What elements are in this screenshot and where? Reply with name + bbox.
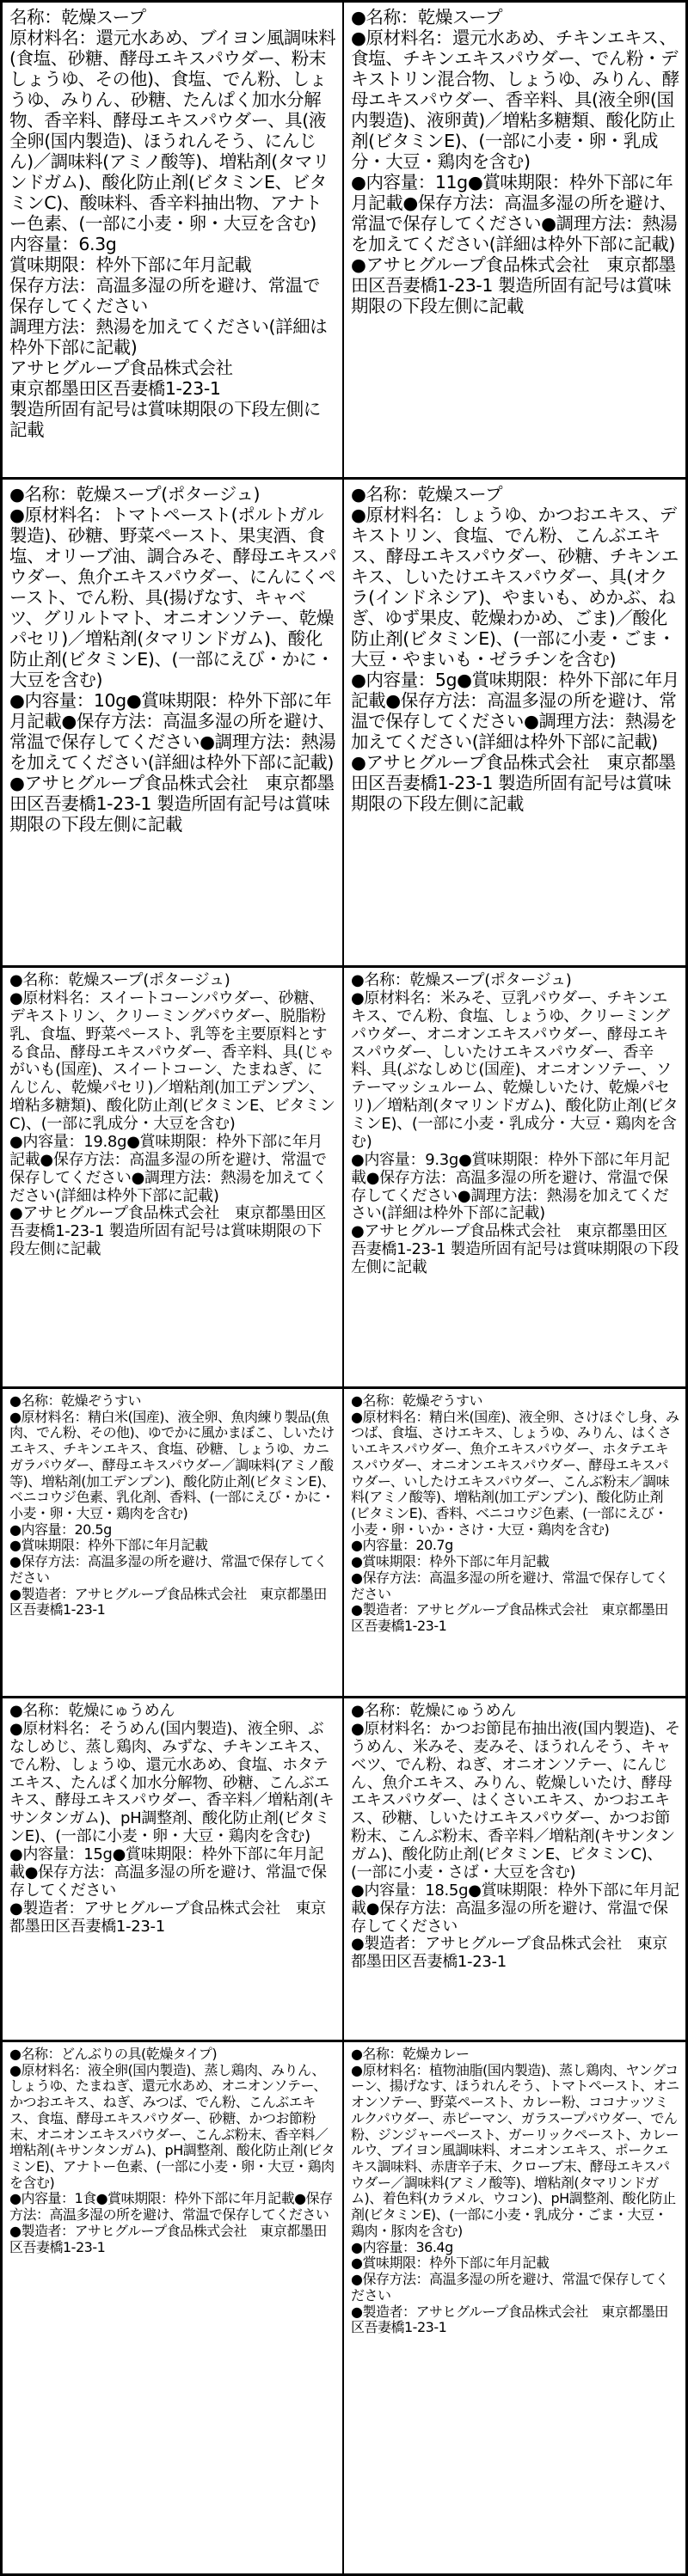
net-content: ● 内容量：1食	[9, 2190, 96, 2206]
net-content: ● 内容量：5g	[351, 670, 457, 690]
best-before: ● 賞味期限：枠外下部に年月記載	[96, 2190, 294, 2206]
manufacturer: ● アサヒグループ食品株式会社 東京都墨田区吾妻橋1-23-1 製造所固有記号は賞味期限の下段左側に記載	[9, 773, 337, 835]
label-panel-1	[3, 3, 344, 480]
best-before: ● 賞味期限：枠外下部に年月記載	[9, 690, 331, 731]
best-before: ● 賞味期限：枠外下部に年月記載	[351, 2255, 680, 2272]
preparation: ● 調理方法：熱湯を加えてください(詳細は枠外下部に記載)	[351, 213, 677, 254]
manufacturer: ● 製造者：アサヒグループ食品株式会社 東京都墨田区吾妻橋1-23-1	[351, 1936, 680, 1972]
best-before: ● 賞味期限：枠外下部に年月記載	[351, 1882, 679, 1918]
product-name: ● 名称：乾燥ぞうすい	[9, 1393, 337, 1410]
company: アサヒグループ食品株式会社	[9, 357, 233, 378]
net-content: ● 内容量：36.4g	[351, 2240, 680, 2256]
storage: ● 保存方法：高温多湿の所を避け、常温で保存してください	[351, 1900, 668, 1936]
ingredients: ● 原材料名：トマトペースト(ポルトガル製造)、砂糖、野菜ペースト、果実酒、食塩、オリーブ油、調合みそ、酵母エキスパウダー、魚介エキスパウダー、にんにくペースト、でん粉、具(揚げなす、キャベツ、グリルトマト、オニオンソテー、乾燥パセリ)／増粘剤(タマリンドガム)、酸化防止剤(ビタミンE)、(一部にえび・かに・大豆を含む)	[9, 505, 337, 690]
net-content: ● 内容量：9.3g	[351, 1151, 458, 1169]
label-panel-9	[3, 1698, 344, 2042]
label-panel-3	[3, 480, 344, 968]
best-before: 賞味期限：枠外下部に年月記載	[9, 254, 252, 275]
label-panel-6	[344, 968, 685, 1389]
label-panel-12	[344, 2042, 685, 2575]
factory-code-note: 製造所固有記号は賞味期限の下段左側に記載	[9, 398, 321, 440]
ingredients: ● 原材料名：そうめん(国内製造)、液全卵、ぶなしめじ、蒸し鶏肉、みずな、チキンエキス、でん粉、しょうゆ、還元水あめ、食塩、ホタテエキス、たんぱく加水分解物、砂糖、こんぶエキス、酵母エキスパウダー、香辛料／増粘剤(キサンタンガム)、pH調整剤、酸化防止剤(ビタミンE)、(一部に小麦・卵・大豆・鶏肉を含む)	[9, 1721, 337, 1846]
product-name: ● 名称：どんぶりの具(乾燥タイプ)	[9, 2047, 337, 2063]
address: 東京都墨田区吾妻橋1-23-1	[9, 377, 221, 399]
ingredients: ● 原材料名：スイートコーンパウダー、砂糖、デキストリン、クリーミングパウダー、脱脂粉乳、食塩、野菜ペースト、乳等を主要原料とする食品、酵母エキスパウダー、香辛料、具(じゃがいも(国産)、スイートコーン、たまねぎ、にんじん、乾燥パセリ)／増粘剤(加工デンプン、増粘多糖類)、酸化防止剤(ビタミンE、ビタミンC)、(一部に乳成分・大豆を含む)	[9, 990, 337, 1134]
net-content: ● 内容量：20.5g	[9, 1522, 337, 1539]
storage: ● 保存方法：高温多湿の所を避け、常温で保存してください	[9, 1863, 327, 1900]
ingredients: ● 原材料名：液全卵(国内製造)、蒸し鶏肉、みりん、しょうゆ、たまねぎ、還元水あめ、オニオンソテー、かつおエキス、ねぎ、みつば、でん粉、こんぶエキス、食塩、酵母エキスパウダー、砂糖、かつお節粉末、オニオンエキスパウダー、こんぶ粉末、香辛料／増粘剤(キサンタンガム)、pH調整剤、酸化防止剤(ビタミンE)、アナトー色素、(一部に小麦・卵・大豆・鶏肉を含む)	[9, 2063, 337, 2192]
net-content: ● 内容量：11g	[351, 172, 468, 193]
net-content: ● 内容量：19.8g	[9, 1133, 126, 1151]
product-name: ● 名称：乾燥ぞうすい	[351, 1393, 680, 1410]
storage: 保存方法：高温多湿の所を避け、常温で保存してください	[9, 274, 320, 316]
manufacturer: ● 製造者：アサヒグループ食品株式会社 東京都墨田区吾妻橋1-23-1	[351, 1602, 680, 1634]
best-before: ● 賞味期限：枠外下部に年月記載	[351, 670, 679, 711]
preparation: 調理方法：熱湯を加えてください(詳細は枠外下部に記載)	[9, 315, 328, 358]
manufacturer: ● アサヒグループ食品株式会社 東京都墨田区吾妻橋1-23-1 製造所固有記号は賞味期限の下段左側に記載	[351, 254, 680, 316]
storage: ● 保存方法：高温多湿の所を避け、常温で保存してください	[351, 2272, 680, 2304]
best-before: ● 賞味期限：枠外下部に年月記載	[9, 1845, 323, 1882]
manufacturer: ● アサヒグループ食品株式会社 東京都墨田区吾妻橋1-23-1 製造所固有記号は賞味期限の下段左側に記載	[351, 1223, 680, 1277]
label-panel-8	[344, 1389, 685, 1698]
product-name: ● 名称：乾燥にゅうめん	[351, 1703, 680, 1721]
manufacturer: ● 製造者：アサヒグループ食品株式会社 東京都墨田区吾妻橋1-23-1	[9, 1587, 337, 1618]
label-panel-2	[344, 3, 685, 480]
label-panel-11	[3, 2042, 344, 2575]
storage: ● 保存方法：高温多湿の所を避け、常温で保存してください	[9, 1554, 337, 1586]
storage: ● 保存方法：高温多湿の所を避け、常温で保存してください	[351, 1570, 680, 1602]
label-panel-5	[3, 968, 344, 1389]
product-name: ● 名称：乾燥スープ(ポタージュ)	[351, 972, 680, 990]
net-content: 内容量：6.3g	[9, 233, 117, 254]
ingredients: ● 原材料名：かつお節昆布抽出液(国内製造)、そうめん、米みそ、麦みそ、ほうれんそう、キャベツ、でん粉、ねぎ、オニオンソテー、にんじん、魚介エキス、みりん、乾燥しいたけ、酵母エキスパウダー、はくさいエキス、かつおエキス、砂糖、しいたけエキスパウダー、かつお節粉末、こんぶ粉末、香辛料／増粘剤(キサンタンガム)、酸化防止剤(ビタミンE、ビタミンC)、(一部に小麦・さば・大豆を含む)	[351, 1721, 680, 1882]
preparation: ● 調理方法：熱湯を加えてください(詳細は枠外下部に記載)	[9, 731, 335, 773]
ingredients: 原材料名：還元水あめ、ブイヨン風調味料(食塩、砂糖、酵母エキスパウダー、粉末しょうゆ、その他)、食塩、でん粉、しょうゆ、みりん、砂糖、たんぱく加水分解物、香辛料、酵母エキスパウダー、具(液全卵(国内製造)、ほうれんそう、にんじん)／調味料(アミノ酸等)、増粘剤(タマリンドガム)、酸化防止剤(ビタミンE、ビタミンC)、酸味料、香辛料抽出物、アナトー色素、(一部に小麦・卵・大豆を含む)	[9, 27, 336, 234]
product-name: ● 名称：乾燥スープ(ポタージュ)	[9, 972, 337, 990]
storage: ● 保存方法：高温多湿の所を避け、常温で保存してください	[9, 1151, 327, 1187]
best-before: ● 賞味期限：枠外下部に年月記載	[351, 1151, 670, 1187]
label-panel-7	[3, 1389, 344, 1698]
preparation: ● 調理方法：熱湯を加えてください(詳細は枠外下部に記載)	[351, 1187, 668, 1223]
storage: ● 保存方法：高温多湿の所を避け、常温で保存してください	[9, 2190, 333, 2223]
ingredients: ● 原材料名：しょうゆ、かつおエキス、デキストリン、食塩、でん粉、こんぶエキス、酵母エキスパウダー、砂糖、チキンエキス、しいたけエキスパウダー、具(オクラ(インドネシア)、やまいも、めかぶ、ねぎ、ゆず果皮、乾燥わかめ、ごま)／酸化防止剤(ビタミンE)、(一部に小麦・ごま・大豆・やまいも・ゼラチンを含む)	[351, 505, 680, 670]
ingredients: ● 原材料名：植物油脂(国内製造)、蒸し鶏肉、ヤングコーン、揚げなす、ほうれんそう、トマトペースト、オニオンソテー、野菜ペースト、カレー粉、ココナッツミルクパウダー、赤ピーマン、ガラスープパウダー、でん粉、ジンジャーペースト、ガーリックペースト、カレールウ、ブイヨン風調味料、オニオンエキス、ポークエキス調味料、赤唐辛子末、クローブ末、酵母エキスパウダー／調味料(アミノ酸等)、増粘剤(タマリンドガム)、着色料(カラメル、ウコン)、pH調整剤、酸化防止剤(ビタミンE)、(一部に小麦・乳成分・ごま・大豆・鶏肉・豚肉を含む)	[351, 2063, 680, 2240]
storage: ● 保存方法：高温多湿の所を避け、常温で保存してください	[351, 193, 677, 234]
storage: ● 保存方法：高温多湿の所を避け、常温で保存してください	[9, 711, 335, 752]
preparation: ● 調理方法：熱湯を加えてください(詳細は枠外下部に記載)	[9, 1169, 327, 1205]
best-before: ● 賞味期限：枠外下部に年月記載	[351, 172, 673, 213]
net-content: ● 内容量：18.5g	[351, 1882, 468, 1900]
best-before: ● 賞味期限：枠外下部に年月記載	[9, 1133, 322, 1169]
manufacturer: ● 製造者：アサヒグループ食品株式会社 東京都墨田区吾妻橋1-23-1	[9, 1900, 337, 1937]
preparation: ● 調理方法：熱湯を加えてください(詳細は枠外下部に記載)	[351, 711, 677, 752]
manufacturer: ● アサヒグループ食品株式会社 東京都墨田区吾妻橋1-23-1 製造所固有記号は賞味期限の下段左側に記載	[351, 752, 680, 814]
net-content: ● 内容量：10g	[9, 690, 126, 711]
manufacturer: ● アサヒグループ食品株式会社 東京都墨田区吾妻橋1-23-1 製造所固有記号は賞味期限の下段左側に記載	[9, 1205, 337, 1259]
product-name: ● 名称：乾燥にゅうめん	[9, 1703, 337, 1721]
net-content: ● 内容量：20.7g	[351, 1538, 680, 1554]
storage: ● 保存方法：高温多湿の所を避け、常温で保存してください	[351, 1169, 668, 1205]
ingredients: ● 原材料名：精白米(国産)、液全卵、さけほぐし身、みつば、食塩、さけエキス、しょうゆ、みりん、はくさいエキスパウダー、魚介エキスパウダー、ホタテエキスパウダー、オニオンエキスパウダー、酵母エキスパウダー、いしたけエキスパウダー、こんぶ粉末／調味料(アミノ酸等)、増粘剤(加工デンプン)、酸化防止剤(ビタミンE)、香料、ベニコウジ色素、(一部にえび・小麦・卵・いか・さけ・大豆・鶏肉を含む)	[351, 1410, 680, 1539]
best-before: ● 賞味期限：枠外下部に年月記載	[9, 1538, 337, 1554]
best-before: ● 賞味期限：枠外下部に年月記載	[351, 1554, 680, 1570]
ingredients: ● 原材料名：米みそ、豆乳パウダー、チキンエキス、でん粉、食塩、しょうゆ、クリーミングパウダー、オニオンエキスパウダー、酵母エキスパウダー、しいたけエキスパウダー、香辛料、具(ぶなしめじ(国産)、オニオンソテー、ソテーマッシュルーム、乾燥しいたけ、乾燥パセリ)／増粘剤(タマリンドガム)、酸化防止剤(ビタミンE)、(一部に小麦・乳成分・大豆・鶏肉を含む)	[351, 990, 680, 1152]
label-panel-4	[344, 480, 685, 968]
net-content: ● 内容量：15g	[9, 1845, 113, 1863]
ingredients: ● 原材料名：精白米(国産)、液全卵、魚肉練り製品(魚肉、でん粉、その他)、ゆでかに風かまぼこ、しいたけエキス、チキンエキス、食塩、砂糖、しょうゆ、カニガラパウダー、酵母エキスパウダー／調味料(アミノ酸等)、増粘剤(加工デンプン)、酸化防止剤(ビタミンE)、ベニコウジ色素、乳化剤、香料、(一部にえび・かに・小麦・卵・大豆・鶏肉を含む)	[9, 1410, 337, 1522]
product-name: 名称：乾燥スープ	[9, 7, 146, 28]
product-name: ● 名称：乾燥スープ	[351, 484, 680, 505]
storage: ● 保存方法：高温多湿の所を避け、常温で保存してください	[351, 690, 676, 731]
label-panel-10	[344, 1698, 685, 2042]
ingredients: ● 原材料名：還元水あめ、チキンエキス、食塩、チキンエキスパウダー、でん粉・デキストリン混合物、しょうゆ、みりん、酵母エキスパウダー、香辛料、具(液全卵(国内製造)、液卵黄)／増粘多糖類、酸化防止剤(ビタミンE)、(一部に小麦・卵・乳成分・大豆・鶏肉を含む)	[351, 28, 680, 172]
product-name: ● 名称：乾燥スープ	[351, 7, 680, 28]
manufacturer: ● 製造者：アサヒグループ食品株式会社 東京都墨田区吾妻橋1-23-1	[9, 2223, 327, 2255]
product-name: ● 名称：乾燥カレー	[351, 2047, 680, 2063]
product-name: ● 名称：乾燥スープ(ポタージュ)	[9, 484, 337, 505]
manufacturer: ● 製造者：アサヒグループ食品株式会社 東京都墨田区吾妻橋1-23-1	[351, 2304, 680, 2336]
